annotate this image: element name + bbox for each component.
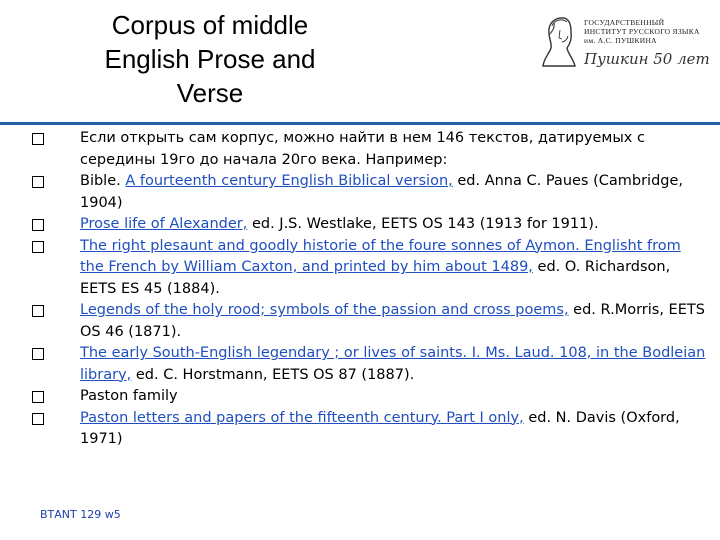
institute-logo — [540, 14, 710, 70]
checkbox-bullet-icon — [32, 391, 44, 403]
title-divider — [0, 122, 720, 125]
bibliography-link[interactable]: Prose life of Alexander, — [80, 216, 248, 232]
pushkin-portrait-icon — [540, 14, 578, 68]
item-text: Paston family — [80, 388, 178, 404]
logo-signature: Пушкин 50 лет — [584, 50, 710, 68]
item-text: Если открыть сам корпус, можно найти в нем 146 текстов, датируемых с середины 19го до начала 20го века. Например: — [80, 130, 645, 168]
bibliography-link[interactable]: Paston letters and papers of the fifteenth century. Part I only, — [80, 409, 524, 426]
item-text: ed. Anna C. Paues (Cambridge, 1904) — [80, 173, 684, 211]
list-item — [32, 214, 708, 236]
checkbox-bullet-icon — [32, 133, 44, 145]
list-item — [32, 300, 708, 343]
list-item — [32, 343, 708, 386]
list-item — [32, 236, 708, 301]
bullet-list — [32, 128, 708, 451]
checkbox-bullet-icon — [32, 413, 44, 425]
slide-title — [60, 8, 360, 110]
item-text: ed. O. Richardson, EETS ES 45 (1884). — [80, 259, 671, 297]
item-text: ed. J.S. Westlake, EETS OS 143 (1913 for 1911). — [247, 216, 599, 232]
list-item — [32, 128, 708, 171]
title-line: Verse — [176, 78, 244, 108]
logo-text: ГОСУДАРСТВЕННЫЙ ИНСТИТУТ РУССКОГО ЯЗЫКА им. А.С. ПУШКИНА — [584, 18, 700, 45]
list-item — [32, 386, 708, 408]
item-text: ed. R.Morris, EETS OS 46 (1871). — [80, 302, 705, 340]
bibliography-link[interactable]: Legends of the holy rood; symbols of the passion and cross poems, — [80, 302, 569, 318]
checkbox-bullet-icon — [32, 241, 44, 253]
checkbox-bullet-icon — [32, 176, 44, 188]
bibliography-link[interactable]: A fourteenth century English Biblical version, — [125, 173, 453, 189]
title-line: Corpus of middle — [111, 10, 309, 40]
item-text: ed. C. Horstmann, EETS OS 87 (1887). — [131, 366, 415, 383]
bibliography-link[interactable]: The right plesaunt and goodly historie of the foure sonnes of Aymon. Englisht from the French by William Caxton, and printed by him about 1489, — [80, 237, 681, 275]
checkbox-bullet-icon — [32, 348, 44, 360]
checkbox-bullet-icon — [32, 219, 44, 231]
item-text: ed. N. Davis (Oxford, 1971) — [80, 409, 680, 447]
item-text: Bible. — [80, 173, 126, 189]
title-line: English Prose and — [104, 44, 316, 74]
checkbox-bullet-icon — [32, 305, 44, 317]
list-item — [32, 408, 708, 451]
bibliography-link[interactable]: The early South-English legendary ; or lives of saints. I. Ms. Laud. 108, in the Bodleian library, — [80, 345, 706, 383]
list-item — [32, 171, 708, 214]
slide-footer: ВТАNT 129 w5 — [40, 508, 121, 521]
